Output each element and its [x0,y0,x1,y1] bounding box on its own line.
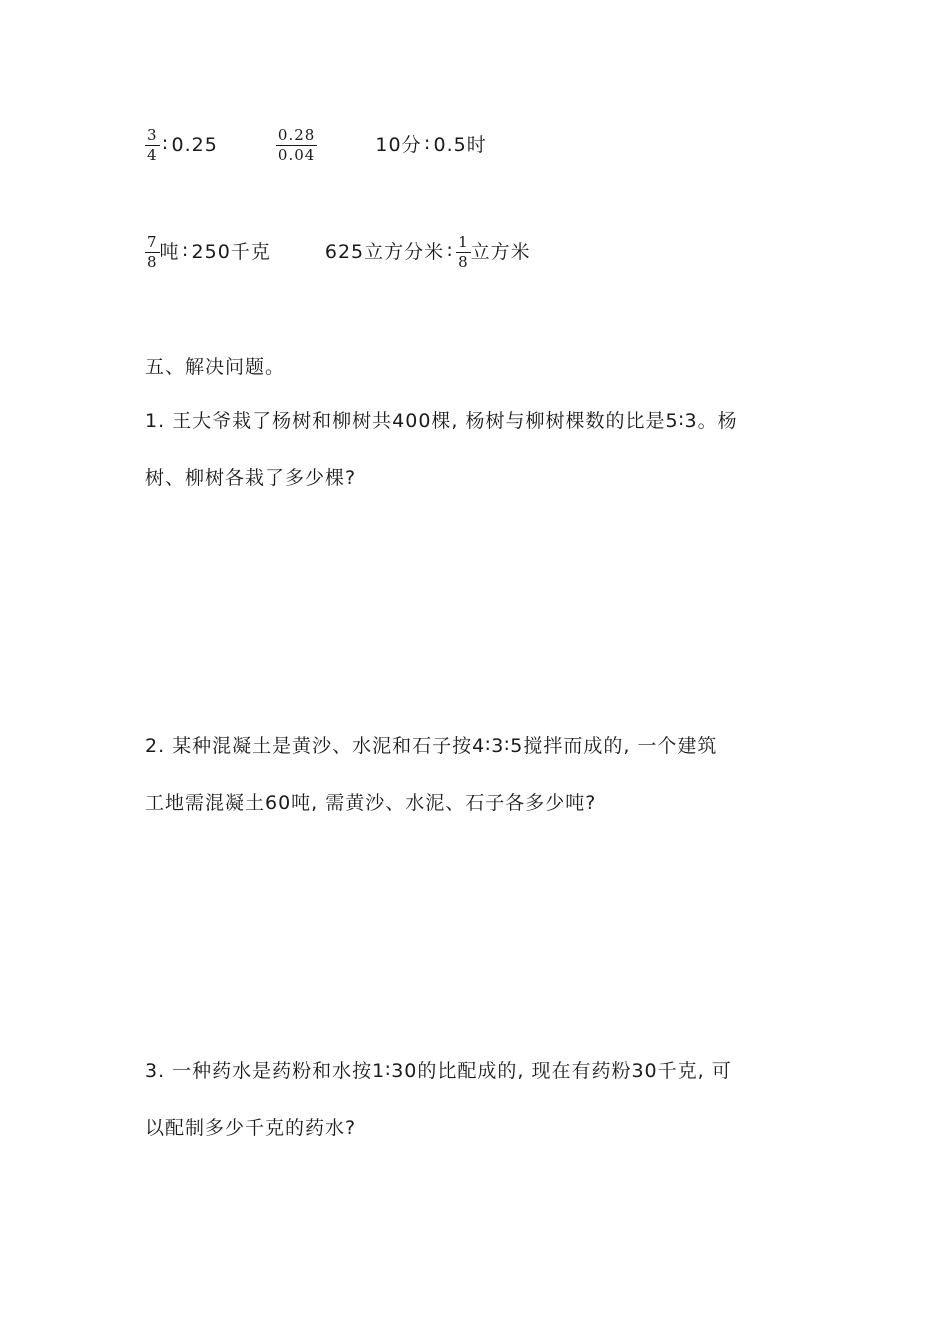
ratio-row-2 [145,235,531,270]
problem-2-line-1: 2. 某种混凝土是黄沙、水泥和石子按4∶3∶5搅拌而成的, 一个建筑 [145,735,718,757]
fraction-denominator: 8 [458,253,469,271]
ratio-term: 10分 [375,134,422,156]
fraction [145,235,160,270]
ratio-term: 0.25 [171,134,218,156]
fraction-denominator: 4 [147,146,158,164]
fraction-numerator: 0.28 [277,126,316,144]
unit: 吨 [159,241,180,263]
fraction [145,128,160,163]
ratio-colon: ∶ [162,134,169,156]
ratio-expr-3 [375,134,486,156]
ratio-term: 625立方分米 [324,241,445,263]
unit: 立方米 [470,241,531,263]
ratio-row-1 [145,128,487,163]
ratio-expr-1 [145,126,225,164]
problem-1-line-2: 树、柳树各栽了多少棵? [145,467,357,489]
ratio-term: 250千克 [191,241,271,263]
problem-3-line-1: 3. 一种药水是药粉和水按1∶30的比配成的, 现在有药粉30千克, 可 [145,1060,732,1082]
ratio-colon: ∶ [182,241,189,263]
fraction-numerator: 3 [147,126,158,144]
fraction [456,235,471,270]
ratio-expr-2 [276,126,324,164]
ratio-expr-4 [145,233,278,271]
fraction-numerator: 1 [458,233,469,251]
fraction [276,128,317,163]
ratio-colon: ∶ [447,241,454,263]
problem-1-line-1: 1. 王大爷栽了杨树和柳树共400棵, 杨树与柳树棵数的比是5∶3。杨 [145,410,738,432]
fraction-numerator: 7 [147,233,158,251]
ratio-colon: ∶ [424,134,431,156]
section-title: 五、解决问题。 [145,356,286,378]
fraction-denominator: 0.04 [277,146,316,164]
problem-2-line-2: 工地需混凝土60吨, 需黄沙、水泥、石子各多少吨? [145,792,597,814]
ratio-expr-5 [324,233,531,271]
ratio-term: 0.5时 [433,134,487,156]
fraction-denominator: 8 [147,253,158,271]
problem-3-line-2: 以配制多少千克的药水? [145,1117,357,1139]
